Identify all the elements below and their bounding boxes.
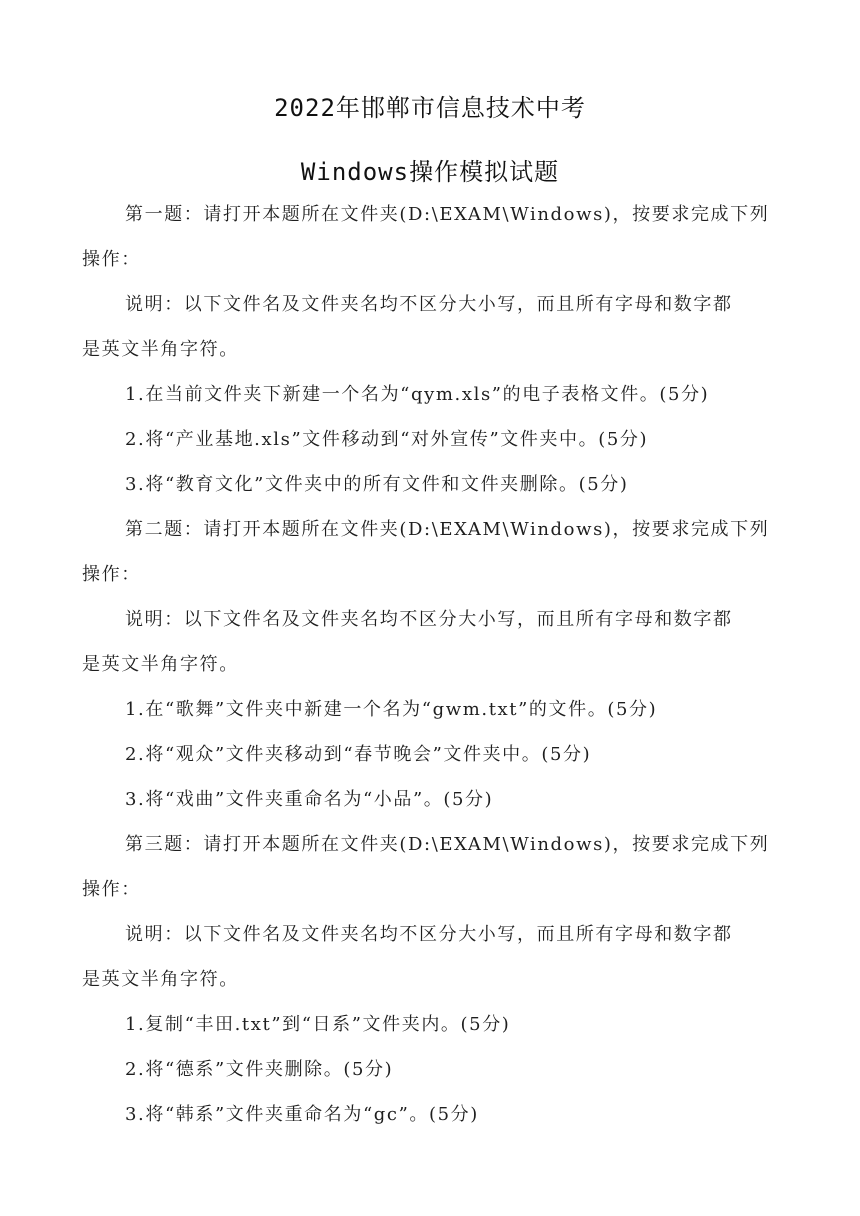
section-3-heading-cont: 操作： [82, 879, 141, 900]
section-1-note: 说明：以下文件名及文件夹名均不区分大小写，而且所有字母和数字都 [125, 294, 733, 315]
section-1-note-cont: 是英文半角字符。 [82, 339, 239, 360]
section-1-item-3: 3.将“教育文化”文件夹中的所有文件和文件夹删除。(5分) [125, 474, 629, 495]
section-2-note: 说明：以下文件名及文件夹名均不区分大小写，而且所有字母和数字都 [125, 609, 733, 630]
section-1-item-2: 2.将“产业基地.xls”文件移动到“对外宣传”文件夹中。(5分) [125, 429, 649, 450]
section-3-note-cont: 是英文半角字符。 [82, 969, 239, 990]
section-2-item-1: 1.在“歌舞”文件夹中新建一个名为“gwm.txt”的文件。(5分) [125, 699, 658, 720]
section-3-item-1: 1.复制“丰田.txt”到“日系”文件夹内。(5分) [125, 1014, 511, 1035]
section-3-heading: 第三题：请打开本题所在文件夹(D:\EXAM\Windows)，按要求完成下列 [125, 834, 770, 855]
document-subtitle: Windows操作模拟试题 [300, 158, 560, 186]
section-2-item-3: 3.将“戏曲”文件夹重命名为“小品”。(5分) [125, 789, 494, 810]
section-2-heading: 第二题：请打开本题所在文件夹(D:\EXAM\Windows)，按要求完成下列 [125, 519, 770, 540]
section-1-item-1: 1.在当前文件夹下新建一个名为“qym.xls”的电子表格文件。(5分) [125, 384, 710, 405]
section-2-note-cont: 是英文半角字符。 [82, 654, 239, 675]
document-title: 2022年邯郸市信息技术中考 [274, 94, 586, 122]
section-1-heading-cont: 操作： [82, 249, 141, 270]
section-3-item-2: 2.将“德系”文件夹删除。(5分) [125, 1059, 394, 1080]
section-1-heading: 第一题：请打开本题所在文件夹(D:\EXAM\Windows)，按要求完成下列 [125, 204, 770, 225]
section-3-note: 说明：以下文件名及文件夹名均不区分大小写，而且所有字母和数字都 [125, 924, 733, 945]
section-2-item-2: 2.将“观众”文件夹移动到“春节晚会”文件夹中。(5分) [125, 744, 592, 765]
section-2-heading-cont: 操作： [82, 564, 141, 585]
section-3-item-3: 3.将“韩系”文件夹重命名为“gc”。(5分) [125, 1104, 479, 1125]
